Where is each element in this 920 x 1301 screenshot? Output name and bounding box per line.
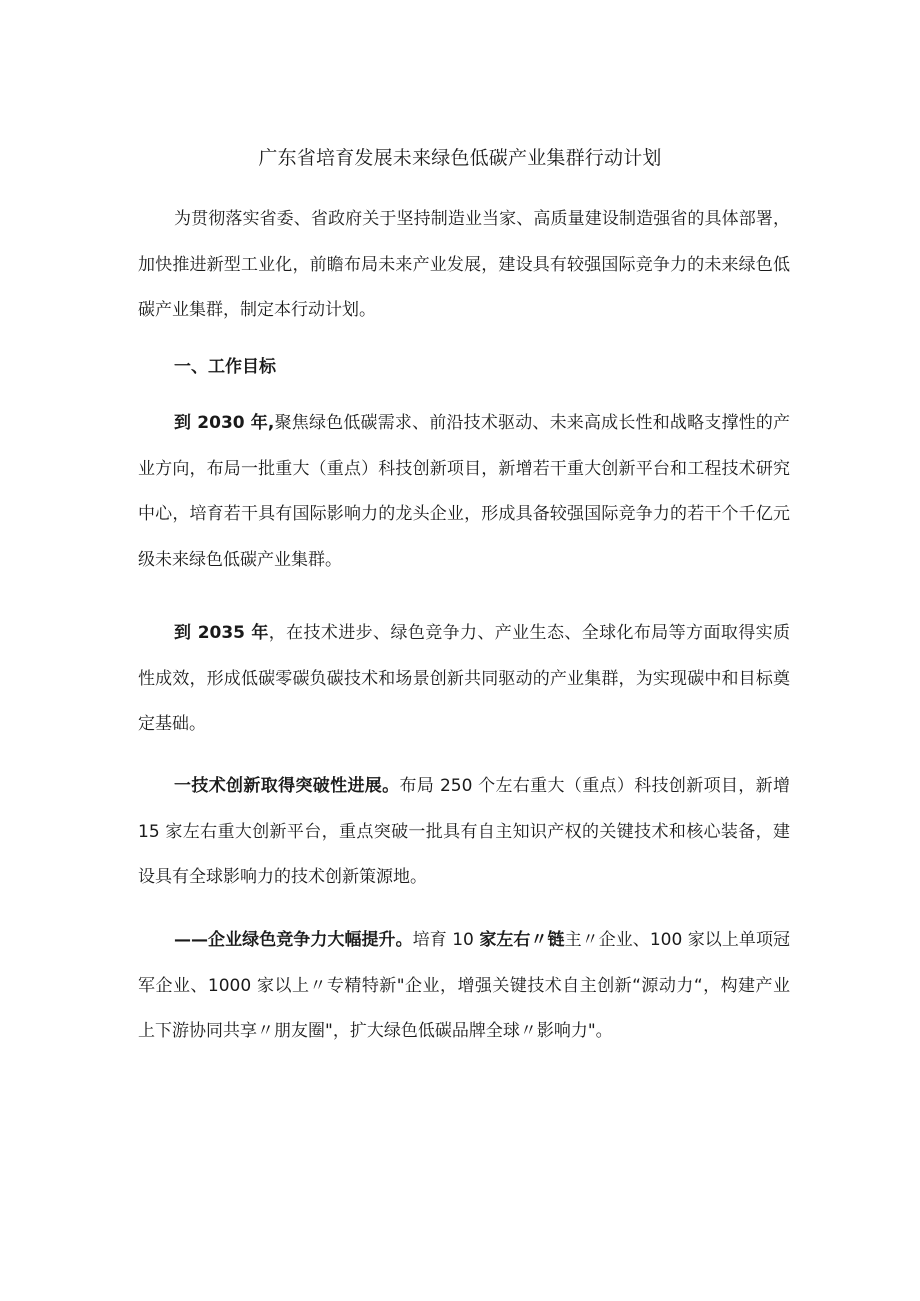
goal-2035-text: ，在技术进步、绿色竞争力、产业生态、全球化布局等方面取得实质性成效，形成低碳零碳负碳技术和场景创新共同驱动的产业集群，为实现碳中和目标奠定基础。 [138,623,791,735]
tech-innovation-paragraph [138,764,790,901]
enterprise-paragraph [138,918,790,1055]
goal-2030-paragraph [138,401,790,584]
enterprise-lead: ——企业绿色竞争力大幅提升。 [174,930,413,950]
goal-2030-lead: 到 2030 年, [174,413,275,433]
goal-2030-text: 聚焦绿色低碳需求、前沿技术驱动、未来高成长性和战略支撑性的产业方向，布局一批重大（重点）科技创新项目，新增若干重大创新平台和工程技术研究中心，培育若干具有国际影响力的龙头企业，形成具备较强国际竞争力的若干个千亿元级未来绿色低碳产业集群。 [138,413,791,571]
tech-innovation-text: 布局 250 个左右重大（重点）科技创新项目，新增 15 家左右重大创新平台，重点突破一批具有自主知识产权的关键技术和核心装备，建设具有全球影响力的技术创新策源地。 [138,776,791,888]
goal-2035-lead: 到 2035 年 [174,623,269,643]
section-heading-work-goals: 一、工作目标 [174,357,276,377]
enterprise-text-2: 主〃企业、100 家以上单项冠军企业、1000 家以上〃专精特新"企业，增强关键技术自主创新“源动力“，构建产业上下游协同共享〃朋友圈"，扩大绿色低碳品牌全球〃影响力"。 [138,930,791,1042]
intro-paragraph: 为贯彻落实省委、省政府关于坚持制造业当家、高质量建设制造强省的具体部署，加快推进新型工业化，前瞻布局未来产业发展，建设具有较强国际竞争力的未来绿色低碳产业集群，制定本行动计划。 [138,209,790,321]
enterprise-text-1: 培育 10 [412,930,480,950]
document-title: 广东省培育发展未来绿色低碳产业集群行动计划 [258,147,662,169]
goal-2035-paragraph [138,611,790,748]
tech-innovation-lead: 一技术创新取得突破性进展。 [174,776,400,796]
enterprise-bold-2: 家左右〃链 [479,930,565,950]
